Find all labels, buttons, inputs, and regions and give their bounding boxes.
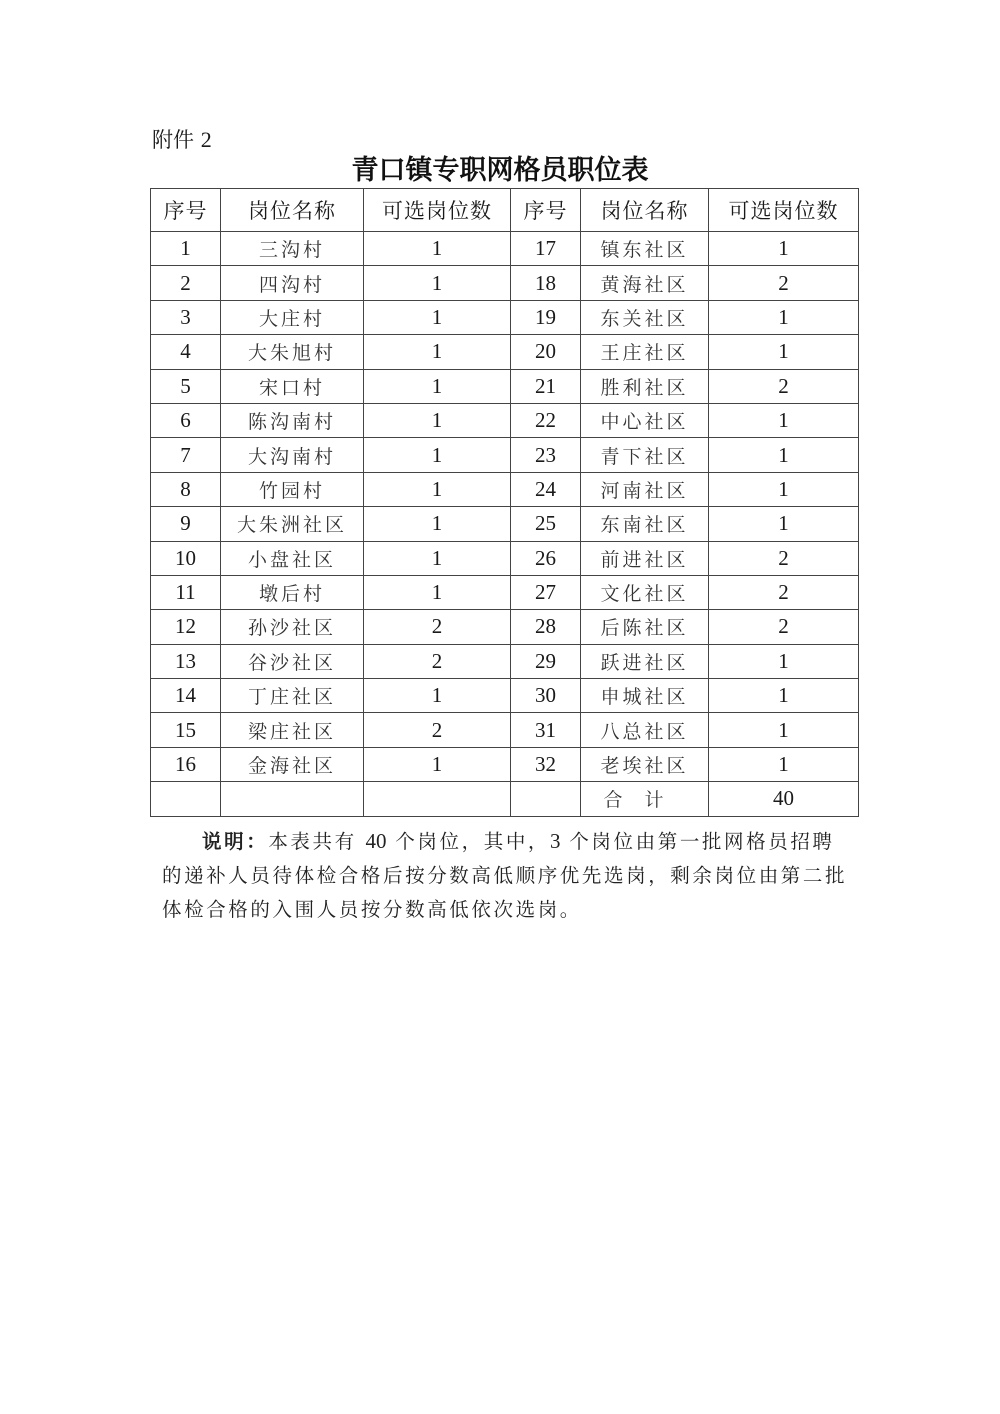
table-row [151,335,859,369]
row-no: 30 [511,679,581,713]
post-name: 金海社区 [221,747,364,781]
post-name: 前进社区 [581,541,709,575]
post-name: 河南社区 [581,472,709,506]
post-count: 2 [709,266,859,300]
post-count: 1 [364,266,511,300]
post-name: 谷沙社区 [221,644,364,678]
post-count: 1 [364,541,511,575]
row-no: 13 [151,644,221,678]
post-count: 1 [364,507,511,541]
post-count: 2 [709,369,859,403]
table-row [151,266,859,300]
total-value: 40 [709,782,859,816]
row-no: 22 [511,403,581,437]
post-count: 1 [364,679,511,713]
post-name: 孙沙社区 [221,610,364,644]
post-count: 1 [709,335,859,369]
table-row [151,541,859,575]
header-no: 序号 [511,189,581,232]
post-name: 文化社区 [581,575,709,609]
row-no: 27 [511,575,581,609]
table-row [151,713,859,747]
post-name: 王庄社区 [581,335,709,369]
row-no: 18 [511,266,581,300]
total-label: 合计 [581,782,709,816]
table-row [151,610,859,644]
post-count: 1 [364,747,511,781]
note-text: 个岗位由第一批网格员招聘的递补人员待体检合格后按分数高低顺序优先选岗，剩余岗位由第二批体检合格的入围人员按分数高低依次选岗。 [162,830,848,921]
post-name: 镇东社区 [581,232,709,266]
post-name: 老埃社区 [581,747,709,781]
post-count: 1 [709,644,859,678]
post-name: 陈沟南村 [221,403,364,437]
post-count: 1 [709,232,859,266]
row-no: 2 [151,266,221,300]
post-count: 1 [709,747,859,781]
row-no: 10 [151,541,221,575]
table-row [151,403,859,437]
row-no: 16 [151,747,221,781]
post-name: 三沟村 [221,232,364,266]
row-no: 31 [511,713,581,747]
post-count: 2 [709,610,859,644]
table-row [151,300,859,334]
post-count: 2 [709,575,859,609]
note-first-batch: 3 [550,829,561,853]
attachment-text: 附件 [152,128,194,152]
document-title: 青口镇专职网格员职位表 [351,155,649,186]
post-name: 大朱旭村 [221,335,364,369]
post-count: 1 [364,300,511,334]
table-row [151,575,859,609]
post-name: 后陈社区 [581,610,709,644]
table-row [151,679,859,713]
row-no: 14 [151,679,221,713]
post-count: 1 [709,679,859,713]
post-name: 大沟南村 [221,438,364,472]
post-count: 1 [709,507,859,541]
table-row [151,438,859,472]
row-no: 3 [151,300,221,334]
table-row [151,747,859,781]
post-name: 东南社区 [581,507,709,541]
post-count: 1 [364,335,511,369]
empty-cell [151,782,221,816]
row-no: 11 [151,575,221,609]
post-count: 1 [709,300,859,334]
post-name: 丁庄社区 [221,679,364,713]
table-row [151,644,859,678]
post-count: 1 [709,713,859,747]
row-no: 26 [511,541,581,575]
post-name: 黄海社区 [581,266,709,300]
row-no: 19 [511,300,581,334]
row-no: 1 [151,232,221,266]
row-no: 12 [151,610,221,644]
table-row [151,369,859,403]
post-count: 1 [364,575,511,609]
row-no: 8 [151,472,221,506]
post-count: 1 [709,438,859,472]
post-count: 1 [709,472,859,506]
table-row [151,232,859,266]
post-name: 青下社区 [581,438,709,472]
row-no: 25 [511,507,581,541]
post-count: 1 [364,438,511,472]
empty-cell [511,782,581,816]
row-no: 24 [511,472,581,506]
explanatory-note [162,824,852,927]
header-post-name: 岗位名称 [221,189,364,232]
post-name: 中心社区 [581,403,709,437]
post-count: 2 [364,610,511,644]
attachment-number: 2 [200,127,212,152]
post-name: 胜利社区 [581,369,709,403]
post-count: 1 [364,472,511,506]
post-name: 墩后村 [221,575,364,609]
post-count: 2 [364,644,511,678]
table-row [151,472,859,506]
row-no: 6 [151,403,221,437]
post-count: 2 [709,541,859,575]
note-total-posts: 40 [365,829,387,853]
note-lead: 说明： [202,830,269,853]
empty-cell [221,782,364,816]
row-no: 7 [151,438,221,472]
header-no: 序号 [151,189,221,232]
table-row [151,507,859,541]
header-post-name: 岗位名称 [581,189,709,232]
row-no: 29 [511,644,581,678]
post-name: 梁庄社区 [221,713,364,747]
row-no: 32 [511,747,581,781]
header-post-count: 可选岗位数 [364,189,511,232]
table-header-row [151,189,859,232]
post-name: 跃进社区 [581,644,709,678]
note-text: 本表共有 [268,830,366,853]
post-count: 2 [364,713,511,747]
post-name: 八总社区 [581,713,709,747]
header-post-count: 可选岗位数 [709,189,859,232]
row-no: 28 [511,610,581,644]
row-no: 4 [151,335,221,369]
post-name: 小盘社区 [221,541,364,575]
row-no: 21 [511,369,581,403]
row-no: 15 [151,713,221,747]
post-count: 1 [364,403,511,437]
post-name: 宋口村 [221,369,364,403]
post-name: 竹园村 [221,472,364,506]
post-name: 四沟村 [221,266,364,300]
row-no: 5 [151,369,221,403]
post-count: 1 [709,403,859,437]
row-no: 20 [511,335,581,369]
row-no: 17 [511,232,581,266]
total-row [151,782,859,816]
empty-cell [364,782,511,816]
note-text: 个岗位，其中， [386,830,551,853]
row-no: 9 [151,507,221,541]
post-count: 1 [364,369,511,403]
post-name: 东关社区 [581,300,709,334]
row-no: 23 [511,438,581,472]
post-name: 申城社区 [581,679,709,713]
positions-table [150,188,859,817]
post-count: 1 [364,232,511,266]
post-name: 大庄村 [221,300,364,334]
post-name: 大朱洲社区 [221,507,364,541]
